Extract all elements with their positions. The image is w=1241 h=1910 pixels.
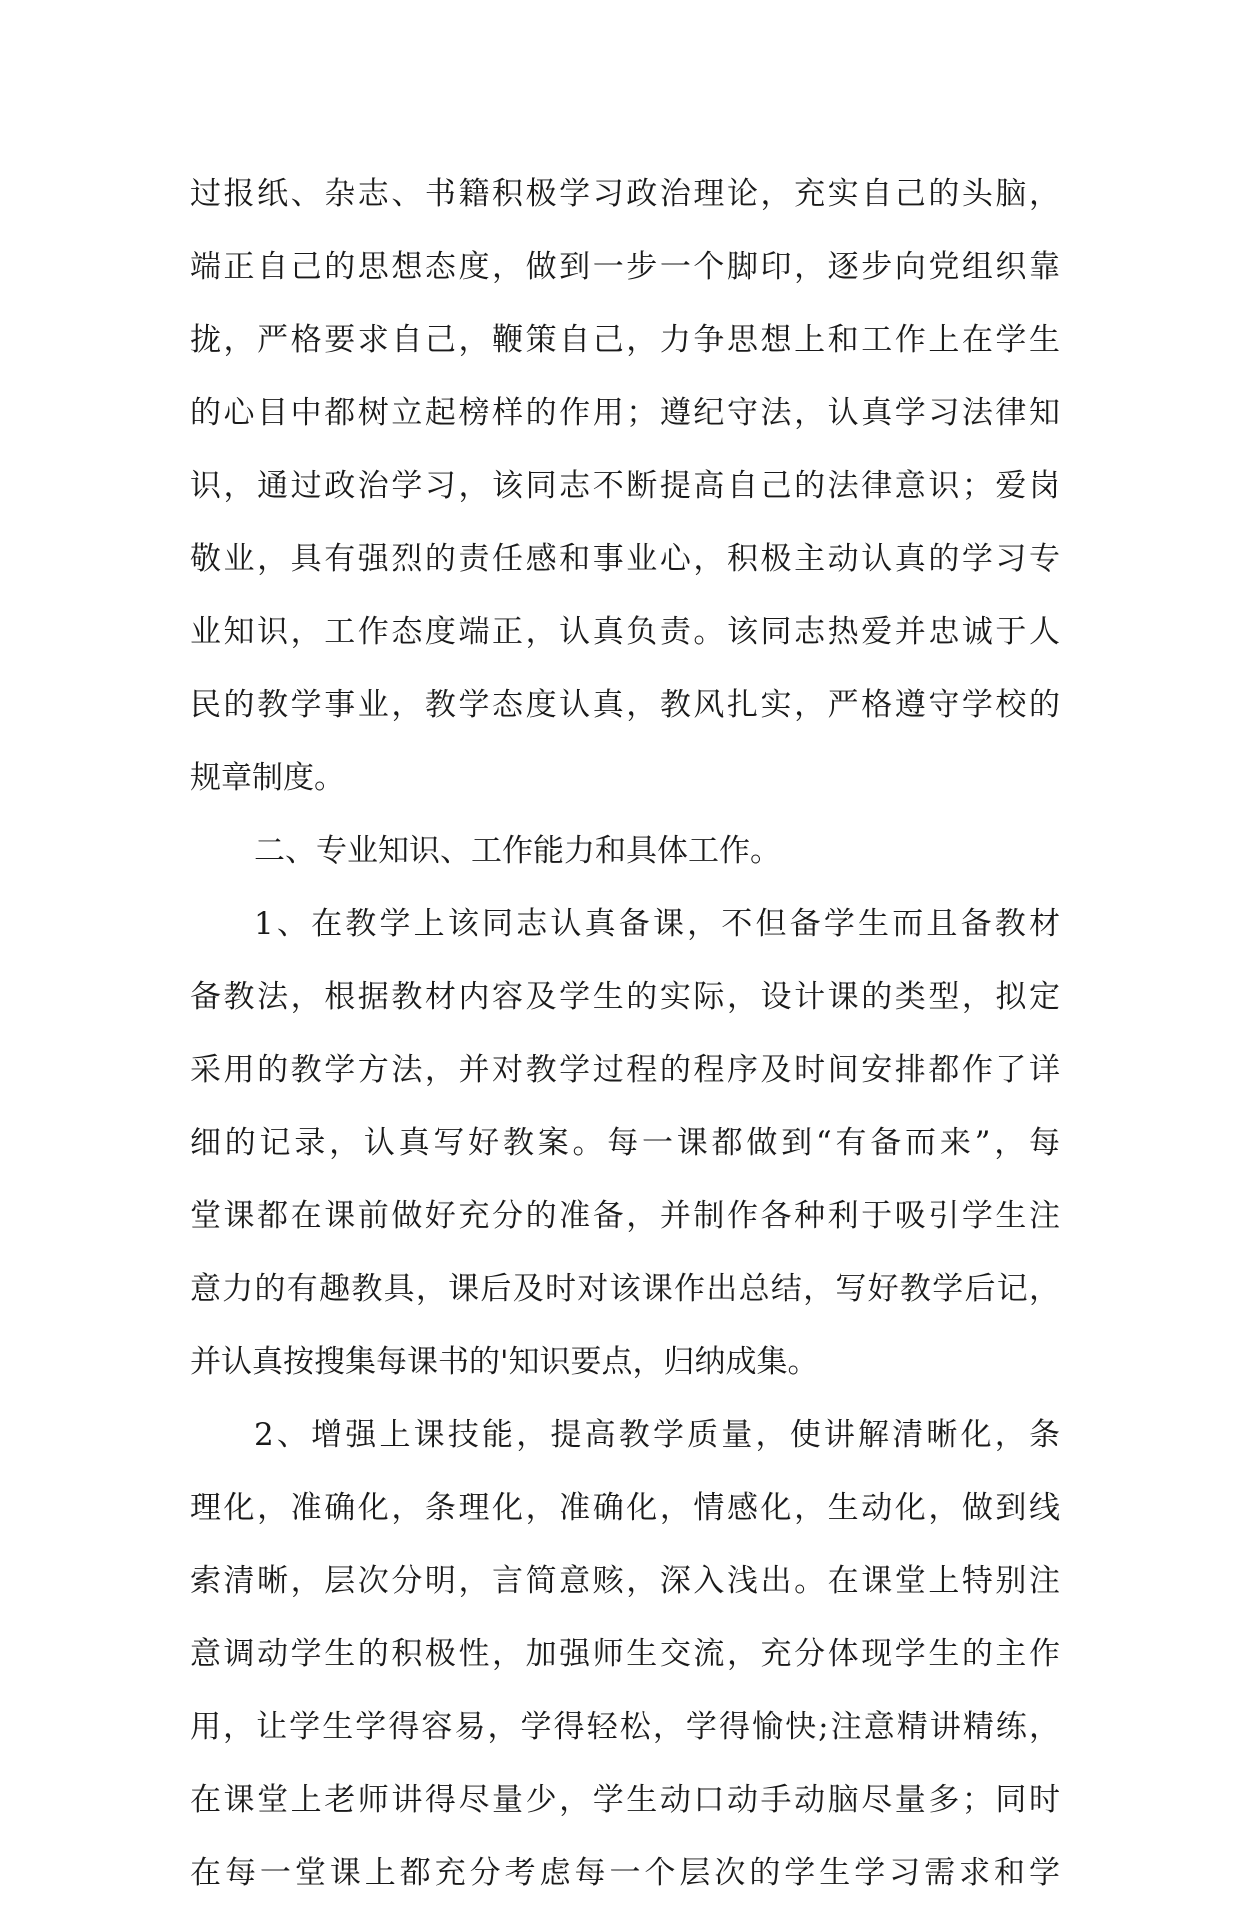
text-line: 堂课都在课前做好充分的准备，并制作各种利于吸引学生注: [190, 1198, 1060, 1234]
text-line: 意调动学生的积极性，加强师生交流，充分体现学生的主作: [190, 1636, 1060, 1672]
text-line: 2、增强上课技能，提高教学质量，使讲解清晰化，条: [254, 1417, 1060, 1453]
text-line: 在每一堂课上都充分考虑每一个层次的学生学习需求和学: [190, 1855, 1060, 1891]
text-line: 在课堂上老师讲得尽量少，学生动口动手动脑尽量多；同时: [190, 1782, 1060, 1818]
text-line: 意力的有趣教具，课后及时对该课作出总结，写好教学后记，: [190, 1271, 1060, 1307]
text-line: 的心目中都树立起榜样的作用；遵纪守法，认真学习法律知: [190, 395, 1060, 431]
text-line: 业知识，工作态度端正，认真负责。该同志热爱并忠诚于人: [190, 614, 1060, 650]
text-line: 民的教学事业，教学态度认真，教风扎实，严格遵守学校的: [190, 687, 1060, 723]
text-line: 识，通过政治学习，该同志不断提高自己的法律意识；爱岗: [190, 468, 1060, 504]
text-line: 用，让学生学得容易，学得轻松，学得愉快;注意精讲精练，: [190, 1709, 1060, 1745]
text-line: 端正自己的思想态度，做到一步一个脚印，逐步向党组织靠: [190, 249, 1060, 285]
text-line: 二、专业知识、工作能力和具体工作。: [254, 833, 781, 869]
text-line: 敬业，具有强烈的责任感和事业心，积极主动认真的学习专: [190, 541, 1060, 577]
text-line: 1、在教学上该同志认真备课，不但备学生而且备教材: [254, 906, 1060, 942]
text-line: 规章制度。: [190, 760, 345, 796]
text-line: 索清晰，层次分明，言简意赅，深入浅出。在课堂上特别注: [190, 1563, 1060, 1599]
text-line: 拢，严格要求自己，鞭策自己，力争思想上和工作上在学生: [190, 322, 1060, 358]
text-line: 理化，准确化，条理化，准确化，情感化，生动化，做到线: [190, 1490, 1060, 1526]
document-body: [190, 158, 1060, 1910]
text-line: 过报纸、杂志、书籍积极学习政治理论，充实自己的头脑，: [190, 176, 1060, 212]
text-line: 并认真按搜集每课书的'知识要点，归纳成集。: [190, 1344, 819, 1380]
text-line: 细的记录，认真写好教案。每一课都做到“有备而来”，每: [190, 1125, 1060, 1161]
text-line: 备教法，根据教材内容及学生的实际，设计课的类型，拟定: [190, 979, 1060, 1015]
text-line: 采用的教学方法，并对教学过程的程序及时间安排都作了详: [190, 1052, 1060, 1088]
